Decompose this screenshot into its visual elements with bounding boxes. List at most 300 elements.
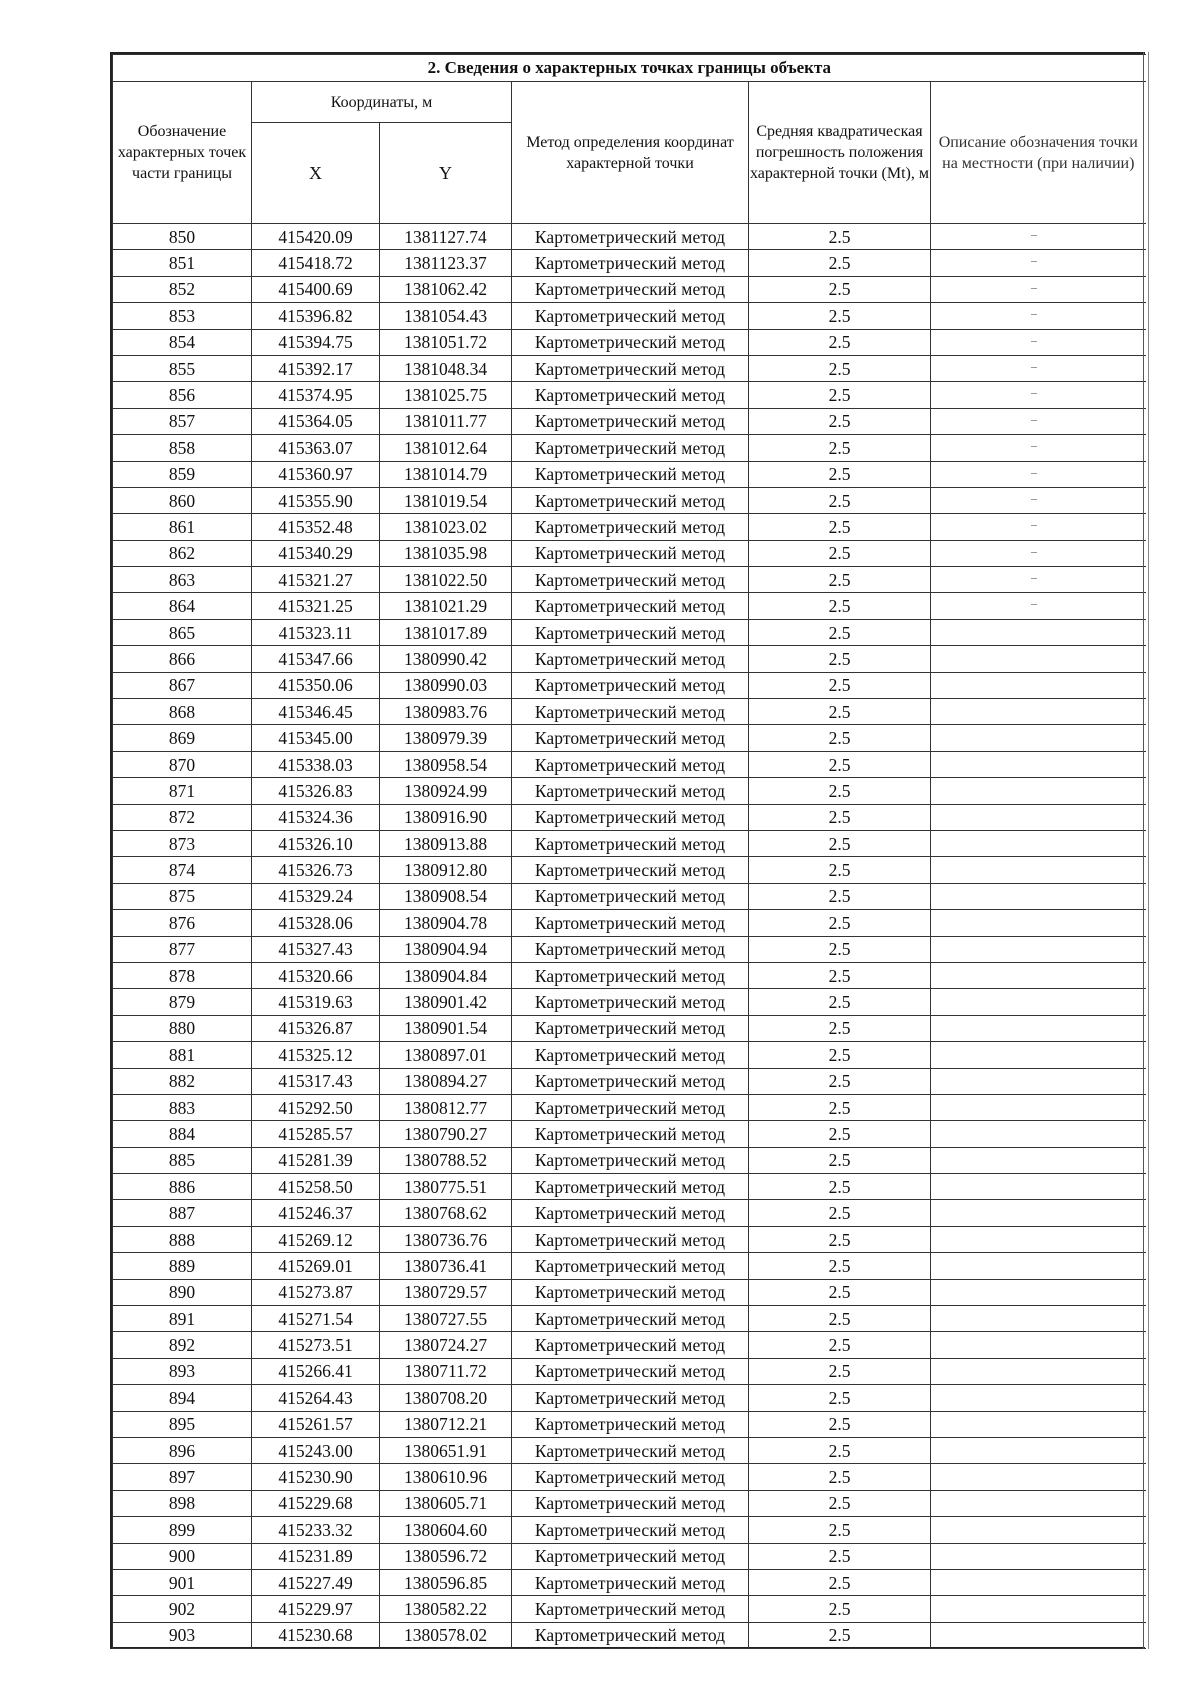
cell-error: 2.5 xyxy=(749,1358,931,1384)
cell-error: 2.5 xyxy=(749,672,931,698)
cell-coord-y: 1380979.39 xyxy=(380,725,512,751)
cell-coord-x: 415360.97 xyxy=(252,461,380,487)
cell-description xyxy=(931,1569,1146,1595)
cell-description xyxy=(931,1226,1146,1252)
cell-coord-x: 415326.83 xyxy=(252,778,380,804)
table-row xyxy=(113,540,1146,566)
cell-error: 2.5 xyxy=(749,303,931,329)
cell-description xyxy=(931,1174,1146,1200)
cell-method: Картометрический метод xyxy=(512,936,749,962)
cell-coord-y: 1380901.54 xyxy=(380,1015,512,1041)
document-sheet xyxy=(110,52,1145,1649)
table-row xyxy=(113,1253,1146,1279)
table-row xyxy=(113,962,1146,988)
cell-coord-x: 415281.39 xyxy=(252,1147,380,1173)
cell-point-id: 876 xyxy=(113,910,252,936)
cell-description xyxy=(931,989,1146,1015)
cell-point-id: 856 xyxy=(113,382,252,408)
cell-method: Картометрический метод xyxy=(512,1253,749,1279)
cell-error: 2.5 xyxy=(749,593,931,619)
table-row xyxy=(113,1385,1146,1411)
table-row xyxy=(113,1042,1146,1068)
cell-coord-y: 1380604.60 xyxy=(380,1517,512,1543)
cell-description xyxy=(931,1068,1146,1094)
cell-coord-y: 1380904.78 xyxy=(380,910,512,936)
cell-coord-y: 1380578.02 xyxy=(380,1622,512,1648)
cell-error: 2.5 xyxy=(749,1200,931,1226)
table-row xyxy=(113,1332,1146,1358)
cell-point-id: 892 xyxy=(113,1332,252,1358)
table-row xyxy=(113,461,1146,487)
cell-coord-x: 415269.12 xyxy=(252,1226,380,1252)
section-title: 2. Сведения о характерных точках границы объекта xyxy=(113,55,1146,82)
header-x: X xyxy=(252,123,380,224)
table-row xyxy=(113,514,1146,540)
cell-method: Картометрический метод xyxy=(512,1411,749,1437)
cell-description xyxy=(931,514,1146,540)
cell-coord-x: 415364.05 xyxy=(252,408,380,434)
cell-description xyxy=(931,461,1146,487)
cell-method: Картометрический метод xyxy=(512,804,749,830)
cell-error: 2.5 xyxy=(749,567,931,593)
cell-description xyxy=(931,435,1146,461)
cell-method: Картометрический метод xyxy=(512,461,749,487)
cell-point-id: 891 xyxy=(113,1306,252,1332)
header-designation: Обозначение характерных точек части границы xyxy=(113,82,252,224)
cell-method: Картометрический метод xyxy=(512,1094,749,1120)
cell-description xyxy=(931,1147,1146,1173)
cell-coord-y: 1380788.52 xyxy=(380,1147,512,1173)
cell-coord-x: 415352.48 xyxy=(252,514,380,540)
cell-error: 2.5 xyxy=(749,1094,931,1120)
cell-coord-y: 1380610.96 xyxy=(380,1464,512,1490)
cell-error: 2.5 xyxy=(749,1332,931,1358)
cell-description xyxy=(931,1332,1146,1358)
dash-mark xyxy=(1031,393,1037,394)
cell-method: Картометрический метод xyxy=(512,1464,749,1490)
cell-description xyxy=(931,1094,1146,1120)
cell-coord-x: 415392.17 xyxy=(252,355,380,381)
cell-coord-x: 415320.66 xyxy=(252,962,380,988)
cell-description xyxy=(931,1490,1146,1516)
cell-point-id: 899 xyxy=(113,1517,252,1543)
cell-method: Картометрический метод xyxy=(512,514,749,540)
cell-description xyxy=(931,804,1146,830)
cell-error: 2.5 xyxy=(749,1253,931,1279)
cell-coord-y: 1380651.91 xyxy=(380,1437,512,1463)
cell-coord-x: 415355.90 xyxy=(252,487,380,513)
cell-point-id: 872 xyxy=(113,804,252,830)
cell-method: Картометрический метод xyxy=(512,355,749,381)
cell-coord-y: 1381017.89 xyxy=(380,619,512,645)
cell-coord-y: 1380897.01 xyxy=(380,1042,512,1068)
cell-point-id: 860 xyxy=(113,487,252,513)
cell-point-id: 859 xyxy=(113,461,252,487)
cell-error: 2.5 xyxy=(749,883,931,909)
cell-description xyxy=(931,1596,1146,1622)
cell-coord-x: 415271.54 xyxy=(252,1306,380,1332)
cell-method: Картометрический метод xyxy=(512,487,749,513)
cell-description xyxy=(931,1200,1146,1226)
cell-error: 2.5 xyxy=(749,382,931,408)
cell-coord-y: 1380605.71 xyxy=(380,1490,512,1516)
table-row xyxy=(113,1015,1146,1041)
cell-coord-x: 415273.87 xyxy=(252,1279,380,1305)
cell-coord-y: 1380775.51 xyxy=(380,1174,512,1200)
table-row xyxy=(113,435,1146,461)
cell-coord-y: 1380768.62 xyxy=(380,1200,512,1226)
cell-error: 2.5 xyxy=(749,751,931,777)
cell-coord-x: 415346.45 xyxy=(252,699,380,725)
cell-point-id: 852 xyxy=(113,276,252,302)
cell-coord-y: 1381035.98 xyxy=(380,540,512,566)
cell-point-id: 894 xyxy=(113,1385,252,1411)
boundary-points-table xyxy=(112,54,1146,1649)
cell-description xyxy=(931,1437,1146,1463)
cell-coord-x: 415317.43 xyxy=(252,1068,380,1094)
cell-error: 2.5 xyxy=(749,830,931,856)
cell-description xyxy=(931,408,1146,434)
cell-description xyxy=(931,1411,1146,1437)
cell-error: 2.5 xyxy=(749,1015,931,1041)
cell-coord-x: 415230.90 xyxy=(252,1464,380,1490)
cell-description xyxy=(931,936,1146,962)
table-row xyxy=(113,276,1146,302)
cell-coord-x: 415347.66 xyxy=(252,646,380,672)
dash-mark xyxy=(1031,367,1037,368)
cell-method: Картометрический метод xyxy=(512,1121,749,1147)
cell-description xyxy=(931,1464,1146,1490)
cell-point-id: 895 xyxy=(113,1411,252,1437)
cell-point-id: 851 xyxy=(113,250,252,276)
cell-description xyxy=(931,646,1146,672)
cell-method: Картометрический метод xyxy=(512,593,749,619)
dash-mark xyxy=(1031,235,1037,236)
cell-method: Картометрический метод xyxy=(512,1226,749,1252)
cell-description xyxy=(931,329,1146,355)
cell-point-id: 850 xyxy=(113,224,252,250)
cell-point-id: 901 xyxy=(113,1569,252,1595)
dash-mark xyxy=(1031,499,1037,500)
cell-coord-y: 1380711.72 xyxy=(380,1358,512,1384)
cell-method: Картометрический метод xyxy=(512,435,749,461)
cell-point-id: 863 xyxy=(113,567,252,593)
cell-coord-x: 415246.37 xyxy=(252,1200,380,1226)
table-row xyxy=(113,1622,1146,1648)
cell-description xyxy=(931,355,1146,381)
cell-error: 2.5 xyxy=(749,408,931,434)
cell-point-id: 865 xyxy=(113,619,252,645)
cell-description xyxy=(931,672,1146,698)
cell-coord-x: 415329.24 xyxy=(252,883,380,909)
dash-mark xyxy=(1031,473,1037,474)
table-row xyxy=(113,1068,1146,1094)
cell-point-id: 898 xyxy=(113,1490,252,1516)
cell-description xyxy=(931,250,1146,276)
cell-description xyxy=(931,1622,1146,1648)
cell-point-id: 900 xyxy=(113,1543,252,1569)
cell-error: 2.5 xyxy=(749,989,931,1015)
cell-point-id: 878 xyxy=(113,962,252,988)
cell-coord-y: 1381123.37 xyxy=(380,250,512,276)
cell-error: 2.5 xyxy=(749,1464,931,1490)
cell-method: Картометрический метод xyxy=(512,725,749,751)
table-row xyxy=(113,1094,1146,1120)
table-row xyxy=(113,672,1146,698)
cell-description xyxy=(931,1517,1146,1543)
cell-description xyxy=(931,382,1146,408)
cell-method: Картометрический метод xyxy=(512,1385,749,1411)
cell-point-id: 874 xyxy=(113,857,252,883)
cell-error: 2.5 xyxy=(749,725,931,751)
cell-coord-x: 415285.57 xyxy=(252,1121,380,1147)
cell-error: 2.5 xyxy=(749,778,931,804)
cell-description xyxy=(931,725,1146,751)
header-error: Средняя квадратическая погрешность положения характерной точки (Mt), м xyxy=(749,82,931,224)
cell-coord-x: 415233.32 xyxy=(252,1517,380,1543)
cell-coord-x: 415264.43 xyxy=(252,1385,380,1411)
cell-coord-y: 1380596.85 xyxy=(380,1569,512,1595)
cell-error: 2.5 xyxy=(749,224,931,250)
cell-coord-x: 415326.73 xyxy=(252,857,380,883)
cell-coord-x: 415229.97 xyxy=(252,1596,380,1622)
cell-point-id: 890 xyxy=(113,1279,252,1305)
cell-coord-y: 1380724.27 xyxy=(380,1332,512,1358)
cell-error: 2.5 xyxy=(749,514,931,540)
table-row xyxy=(113,567,1146,593)
cell-coord-y: 1380894.27 xyxy=(380,1068,512,1094)
cell-point-id: 889 xyxy=(113,1253,252,1279)
cell-error: 2.5 xyxy=(749,936,931,962)
dash-mark xyxy=(1031,525,1037,526)
table-row xyxy=(113,1596,1146,1622)
cell-coord-x: 415324.36 xyxy=(252,804,380,830)
header-method: Метод определения координат характерной точки xyxy=(512,82,749,224)
cell-method: Картометрический метод xyxy=(512,382,749,408)
cell-coord-y: 1380958.54 xyxy=(380,751,512,777)
cell-coord-y: 1380812.77 xyxy=(380,1094,512,1120)
cell-method: Картометрический метод xyxy=(512,1147,749,1173)
cell-coord-y: 1381011.77 xyxy=(380,408,512,434)
cell-point-id: 884 xyxy=(113,1121,252,1147)
page-edge-line xyxy=(1143,52,1144,1649)
cell-method: Картометрический метод xyxy=(512,1015,749,1041)
table-row xyxy=(113,1147,1146,1173)
table-row xyxy=(113,725,1146,751)
cell-method: Картометрический метод xyxy=(512,672,749,698)
cell-description xyxy=(931,778,1146,804)
cell-method: Картометрический метод xyxy=(512,329,749,355)
cell-error: 2.5 xyxy=(749,1569,931,1595)
cell-point-id: 871 xyxy=(113,778,252,804)
cell-coord-x: 415394.75 xyxy=(252,329,380,355)
cell-description xyxy=(931,1358,1146,1384)
cell-error: 2.5 xyxy=(749,1517,931,1543)
cell-method: Картометрический метод xyxy=(512,989,749,1015)
cell-coord-y: 1380912.80 xyxy=(380,857,512,883)
cell-description xyxy=(931,1543,1146,1569)
cell-error: 2.5 xyxy=(749,461,931,487)
dash-mark xyxy=(1031,420,1037,421)
cell-coord-x: 415328.06 xyxy=(252,910,380,936)
cell-method: Картометрический метод xyxy=(512,1068,749,1094)
header-coordinates: Координаты, м xyxy=(252,82,512,123)
cell-coord-x: 415340.29 xyxy=(252,540,380,566)
cell-method: Картометрический метод xyxy=(512,830,749,856)
table-row xyxy=(113,804,1146,830)
cell-description xyxy=(931,857,1146,883)
table-row xyxy=(113,1411,1146,1437)
cell-coord-y: 1380908.54 xyxy=(380,883,512,909)
cell-coord-x: 415363.07 xyxy=(252,435,380,461)
cell-coord-x: 415321.27 xyxy=(252,567,380,593)
cell-error: 2.5 xyxy=(749,276,931,302)
cell-error: 2.5 xyxy=(749,1147,931,1173)
table-row xyxy=(113,1464,1146,1490)
table-row xyxy=(113,778,1146,804)
cell-point-id: 867 xyxy=(113,672,252,698)
cell-description xyxy=(931,1385,1146,1411)
table-row xyxy=(113,487,1146,513)
cell-description xyxy=(931,1306,1146,1332)
cell-coord-x: 415321.25 xyxy=(252,593,380,619)
cell-point-id: 885 xyxy=(113,1147,252,1173)
cell-coord-y: 1380727.55 xyxy=(380,1306,512,1332)
table-row xyxy=(113,857,1146,883)
cell-point-id: 861 xyxy=(113,514,252,540)
table-row xyxy=(113,1226,1146,1252)
cell-coord-x: 415338.03 xyxy=(252,751,380,777)
cell-method: Картометрический метод xyxy=(512,910,749,936)
cell-method: Картометрический метод xyxy=(512,751,749,777)
cell-coord-x: 415400.69 xyxy=(252,276,380,302)
cell-error: 2.5 xyxy=(749,1306,931,1332)
cell-error: 2.5 xyxy=(749,1490,931,1516)
cell-method: Картометрический метод xyxy=(512,1622,749,1648)
cell-coord-x: 415292.50 xyxy=(252,1094,380,1120)
header-description: Описание обозначения точки на местности (при наличии) xyxy=(931,82,1146,224)
cell-point-id: 869 xyxy=(113,725,252,751)
table-row xyxy=(113,250,1146,276)
cell-coord-y: 1380913.88 xyxy=(380,830,512,856)
cell-error: 2.5 xyxy=(749,1121,931,1147)
cell-method: Картометрический метод xyxy=(512,250,749,276)
cell-coord-x: 415273.51 xyxy=(252,1332,380,1358)
cell-point-id: 857 xyxy=(113,408,252,434)
cell-method: Картометрический метод xyxy=(512,1517,749,1543)
cell-description xyxy=(931,1253,1146,1279)
cell-coord-y: 1381062.42 xyxy=(380,276,512,302)
cell-description xyxy=(931,1279,1146,1305)
table-row xyxy=(113,593,1146,619)
cell-error: 2.5 xyxy=(749,1622,931,1648)
cell-coord-x: 415396.82 xyxy=(252,303,380,329)
cell-error: 2.5 xyxy=(749,1596,931,1622)
dash-mark xyxy=(1031,552,1037,553)
cell-error: 2.5 xyxy=(749,962,931,988)
cell-method: Картометрический метод xyxy=(512,540,749,566)
cell-method: Картометрический метод xyxy=(512,857,749,883)
cell-method: Картометрический метод xyxy=(512,1200,749,1226)
cell-description xyxy=(931,303,1146,329)
cell-point-id: 880 xyxy=(113,1015,252,1041)
cell-coord-y: 1381054.43 xyxy=(380,303,512,329)
cell-error: 2.5 xyxy=(749,435,931,461)
cell-coord-x: 415227.49 xyxy=(252,1569,380,1595)
cell-method: Картометрический метод xyxy=(512,699,749,725)
cell-coord-x: 415266.41 xyxy=(252,1358,380,1384)
cell-coord-y: 1380596.72 xyxy=(380,1543,512,1569)
cell-method: Картометрический метод xyxy=(512,408,749,434)
cell-description xyxy=(931,619,1146,645)
table-row xyxy=(113,1200,1146,1226)
dash-mark xyxy=(1031,288,1037,289)
table-row xyxy=(113,830,1146,856)
cell-method: Картометрический метод xyxy=(512,303,749,329)
cell-coord-x: 415243.00 xyxy=(252,1437,380,1463)
table-row xyxy=(113,699,1146,725)
cell-coord-y: 1380708.20 xyxy=(380,1385,512,1411)
cell-coord-y: 1380901.42 xyxy=(380,989,512,1015)
cell-point-id: 888 xyxy=(113,1226,252,1252)
cell-coord-y: 1381025.75 xyxy=(380,382,512,408)
cell-coord-y: 1380582.22 xyxy=(380,1596,512,1622)
cell-coord-y: 1381048.34 xyxy=(380,355,512,381)
cell-coord-x: 415261.57 xyxy=(252,1411,380,1437)
table-row xyxy=(113,910,1146,936)
cell-coord-x: 415269.01 xyxy=(252,1253,380,1279)
cell-coord-y: 1380729.57 xyxy=(380,1279,512,1305)
cell-method: Картометрический метод xyxy=(512,276,749,302)
header-y: Y xyxy=(380,123,512,224)
cell-point-id: 858 xyxy=(113,435,252,461)
cell-coord-y: 1380736.76 xyxy=(380,1226,512,1252)
cell-error: 2.5 xyxy=(749,1437,931,1463)
cell-point-id: 887 xyxy=(113,1200,252,1226)
dash-mark xyxy=(1031,314,1037,315)
table-row xyxy=(113,1306,1146,1332)
cell-point-id: 873 xyxy=(113,830,252,856)
cell-method: Картометрический метод xyxy=(512,1358,749,1384)
cell-point-id: 864 xyxy=(113,593,252,619)
dash-mark xyxy=(1031,446,1037,447)
cell-coord-x: 415325.12 xyxy=(252,1042,380,1068)
cell-coord-y: 1381021.29 xyxy=(380,593,512,619)
cell-coord-x: 415350.06 xyxy=(252,672,380,698)
cell-description xyxy=(931,567,1146,593)
cell-point-id: 870 xyxy=(113,751,252,777)
cell-coord-y: 1380736.41 xyxy=(380,1253,512,1279)
cell-method: Картометрический метод xyxy=(512,1279,749,1305)
cell-error: 2.5 xyxy=(749,1411,931,1437)
table-row xyxy=(113,355,1146,381)
cell-error: 2.5 xyxy=(749,355,931,381)
table-row xyxy=(113,1121,1146,1147)
table-row xyxy=(113,1490,1146,1516)
cell-coord-x: 415327.43 xyxy=(252,936,380,962)
cell-description xyxy=(931,883,1146,909)
cell-coord-x: 415258.50 xyxy=(252,1174,380,1200)
cell-coord-y: 1380904.94 xyxy=(380,936,512,962)
cell-point-id: 853 xyxy=(113,303,252,329)
cell-method: Картометрический метод xyxy=(512,224,749,250)
cell-description xyxy=(931,910,1146,936)
cell-point-id: 883 xyxy=(113,1094,252,1120)
table-row xyxy=(113,1543,1146,1569)
cell-coord-x: 415326.10 xyxy=(252,830,380,856)
cell-description xyxy=(931,276,1146,302)
cell-description xyxy=(931,830,1146,856)
